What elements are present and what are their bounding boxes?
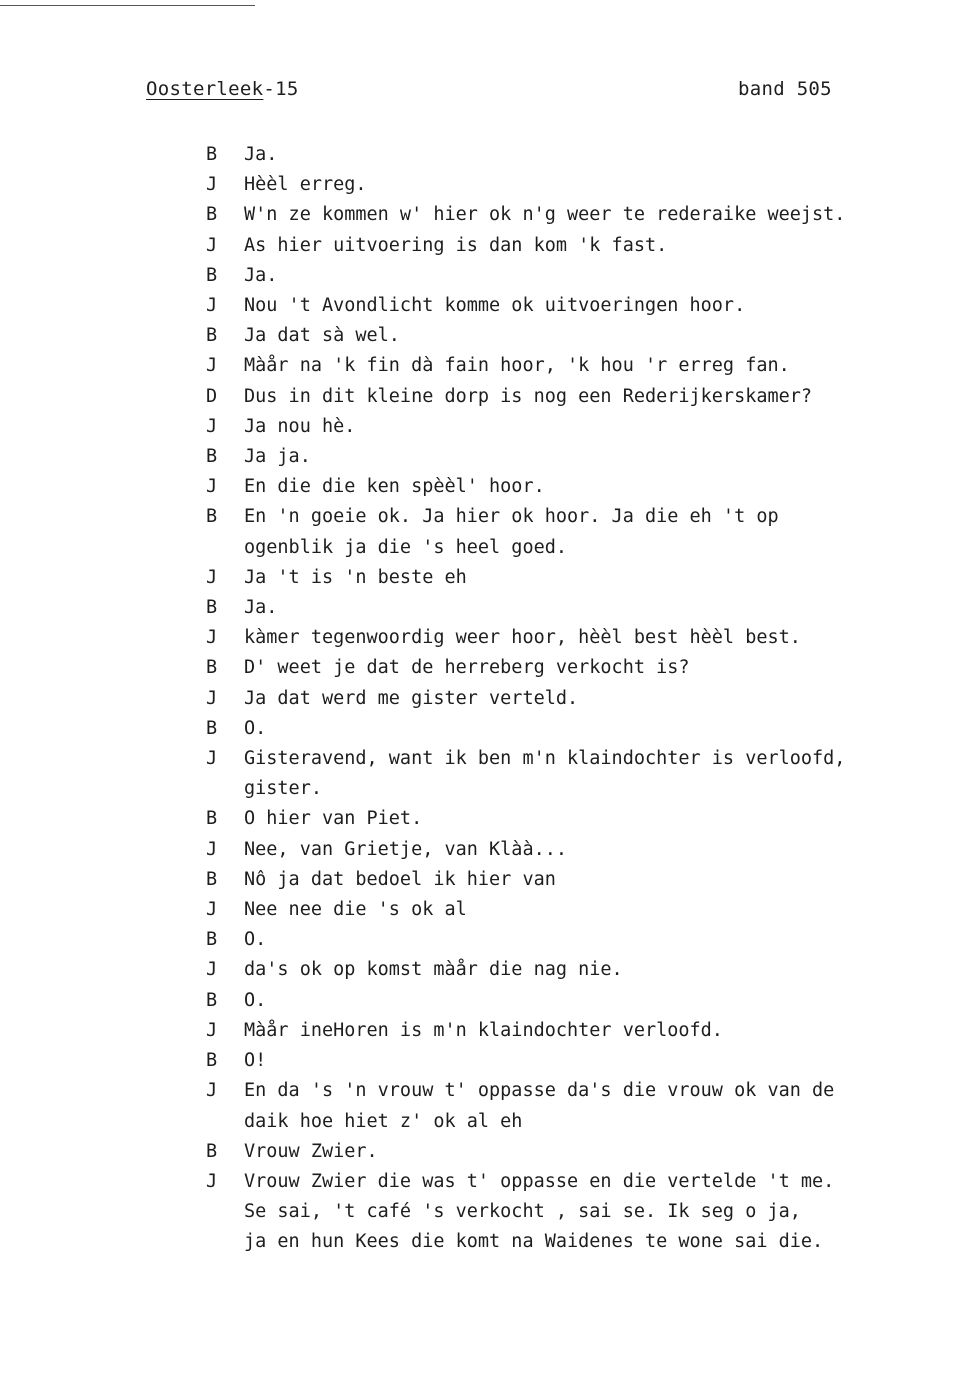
utterance <box>244 412 926 442</box>
utterance <box>244 140 926 170</box>
transcript-turn <box>206 200 926 230</box>
transcript-turn <box>206 653 926 683</box>
transcript-turn <box>206 684 926 714</box>
utterance-line: Ja 't is 'n beste eh <box>244 566 467 588</box>
utterance <box>244 593 926 623</box>
utterance <box>244 895 926 925</box>
transcript-turn <box>206 986 926 1016</box>
transcript-turn <box>206 291 926 321</box>
utterance-line: Nee nee die 's ok al <box>244 899 467 921</box>
utterance <box>244 623 926 653</box>
transcript-turn <box>206 1016 926 1046</box>
band-label: band 505 <box>738 78 832 100</box>
utterance <box>244 925 926 955</box>
utterance-line: Ja ja. <box>244 446 311 468</box>
utterance-line: En 'n goeie ok. Ja hier ok hoor. Ja die eh 't op <box>244 506 779 528</box>
transcript-turn <box>206 744 926 804</box>
utterance-line: O. <box>244 989 267 1011</box>
utterance-line: Dus in dit kleine dorp is nog een Rederijkerskamer? <box>244 385 813 407</box>
speaker-label: J <box>206 415 218 437</box>
utterance-line: Vrouw Zwier. <box>244 1140 378 1162</box>
utterance <box>244 1016 926 1046</box>
transcript-turn <box>206 593 926 623</box>
utterance <box>244 351 926 381</box>
utterance <box>244 200 926 230</box>
transcript-turn <box>206 925 926 955</box>
transcript-turn <box>206 895 926 925</box>
speaker-label: J <box>206 959 218 981</box>
utterance-line: Nee, van Grietje, van Klàà... <box>244 838 568 860</box>
transcript-turn <box>206 442 926 472</box>
utterance-line: daik hoe hiet z' ok al eh <box>244 1110 523 1132</box>
utterance-line: Ja dat sà wel. <box>244 325 400 347</box>
utterance-line: Ja dat werd me gister verteld. <box>244 687 579 709</box>
transcript-turn <box>206 714 926 744</box>
speaker-label: B <box>206 929 218 951</box>
speaker-label: B <box>206 989 218 1011</box>
utterance-line: En da 's 'n vrouw t' oppasse da's die vrouw ok van de <box>244 1080 835 1102</box>
document-id <box>146 78 299 100</box>
speaker-label: B <box>206 657 218 679</box>
speaker-label: J <box>206 476 218 498</box>
utterance <box>244 653 926 683</box>
transcript-turn <box>206 1167 926 1258</box>
transcript-turn <box>206 351 926 381</box>
transcript-turn <box>206 865 926 895</box>
speaker-label: B <box>206 264 218 286</box>
utterance <box>244 1076 926 1136</box>
utterance-line: Vrouw Zwier die was t' oppasse en die vertelde 't me. <box>244 1170 835 1192</box>
top-rule <box>0 5 255 6</box>
speaker-label: B <box>206 446 218 468</box>
utterance-line: Hèèl erreg. <box>244 174 367 196</box>
utterance <box>244 986 926 1016</box>
speaker-label: B <box>206 1050 218 1072</box>
utterance-line: Màår na 'k fin dà fain hoor, 'k hou 'r erreg fan. <box>244 355 790 377</box>
transcript-turn <box>206 321 926 351</box>
utterance-line: O. <box>244 929 267 951</box>
utterance <box>244 714 926 744</box>
speaker-label: B <box>206 808 218 830</box>
utterance-line: En die die ken spèèl' hoor. <box>244 476 545 498</box>
utterance <box>244 231 926 261</box>
transcript <box>206 140 926 1258</box>
utterance-line: Ja. <box>244 264 278 286</box>
utterance-line: Ja nou hè. <box>244 415 356 437</box>
utterance <box>244 291 926 321</box>
utterance <box>244 502 926 562</box>
utterance-line: O hier van Piet. <box>244 808 423 830</box>
utterance-line: W'n ze kommen w' hier ok n'g weer te rederaike weejst. <box>244 204 846 226</box>
speaker-label: B <box>206 506 218 528</box>
transcript-turn <box>206 382 926 412</box>
utterance <box>244 955 926 985</box>
utterance-line: da's ok op komst màår die nag nie. <box>244 959 623 981</box>
utterance-line: kàmer tegenwoordig weer hoor, hèèl best hèèl best. <box>244 627 801 649</box>
speaker-label: J <box>206 748 218 770</box>
speaker-label: J <box>206 566 218 588</box>
speaker-label: B <box>206 717 218 739</box>
speaker-label: B <box>206 597 218 619</box>
utterance-line: Màår ineHoren is m'n klaindochter verloofd. <box>244 1019 723 1041</box>
utterance <box>244 1046 926 1076</box>
utterance-line: ja en hun Kees die komt na Waidenes te wone sai die. <box>244 1231 824 1253</box>
utterance <box>244 321 926 351</box>
utterance-line: D' weet je dat de herreberg verkocht is? <box>244 657 690 679</box>
speaker-label: J <box>206 899 218 921</box>
utterance <box>244 170 926 200</box>
utterance <box>244 563 926 593</box>
speaker-label: J <box>206 1019 218 1041</box>
transcript-turn <box>206 563 926 593</box>
utterance <box>244 442 926 472</box>
utterance-line: Ja. <box>244 144 278 165</box>
utterance <box>244 472 926 502</box>
utterance <box>244 865 926 895</box>
speaker-label: J <box>206 838 218 860</box>
speaker-label: J <box>206 1080 218 1102</box>
utterance-line: O. <box>244 717 267 739</box>
utterance-line: Gisteravend, want ik ben m'n klaindochter is verloofd, <box>244 748 846 770</box>
utterance <box>244 1167 926 1258</box>
speaker-label: B <box>206 1140 218 1162</box>
transcript-turn <box>206 1076 926 1136</box>
document-id-number: -15 <box>263 78 299 100</box>
speaker-label: D <box>206 385 218 407</box>
transcript-turn <box>206 412 926 442</box>
speaker-label: J <box>206 174 218 196</box>
transcript-turn <box>206 502 926 562</box>
speaker-label: J <box>206 687 218 709</box>
utterance <box>244 1137 926 1167</box>
transcript-turn <box>206 623 926 653</box>
utterance-line: gister. <box>244 778 322 800</box>
transcript-turn <box>206 140 926 170</box>
speaker-label: J <box>206 234 218 256</box>
transcript-turn <box>206 1137 926 1167</box>
utterance <box>244 261 926 291</box>
speaker-label: J <box>206 627 218 649</box>
transcript-turn <box>206 472 926 502</box>
utterance <box>244 382 926 412</box>
utterance-line: ogenblik ja die 's heel goed. <box>244 536 568 558</box>
transcript-turn <box>206 804 926 834</box>
document-id-name: Oosterleek <box>146 78 264 100</box>
utterance-line: As hier uitvoering is dan kom 'k fast. <box>244 234 668 256</box>
speaker-label: B <box>206 144 218 165</box>
utterance-line: O! <box>244 1050 267 1072</box>
utterance-line: Ja. <box>244 597 278 619</box>
speaker-label: B <box>206 868 218 890</box>
speaker-label: J <box>206 1170 218 1192</box>
speaker-label: J <box>206 295 218 317</box>
utterance <box>244 804 926 834</box>
transcript-turn <box>206 261 926 291</box>
transcript-turn <box>206 835 926 865</box>
speaker-label: B <box>206 325 218 347</box>
transcript-turn <box>206 231 926 261</box>
utterance-line: Nô ja dat bedoel ik hier van <box>244 868 556 890</box>
transcript-turn <box>206 1046 926 1076</box>
speaker-label: B <box>206 204 218 226</box>
utterance-line: Se sai, 't café 's verkocht , sai se. Ik seg o ja, <box>244 1201 801 1223</box>
speaker-label: J <box>206 355 218 377</box>
utterance <box>244 835 926 865</box>
utterance <box>244 684 926 714</box>
transcript-turn <box>206 955 926 985</box>
utterance-line: Nou 't Avondlicht komme ok uitvoeringen hoor. <box>244 295 746 317</box>
utterance <box>244 744 926 804</box>
transcript-turn <box>206 170 926 200</box>
